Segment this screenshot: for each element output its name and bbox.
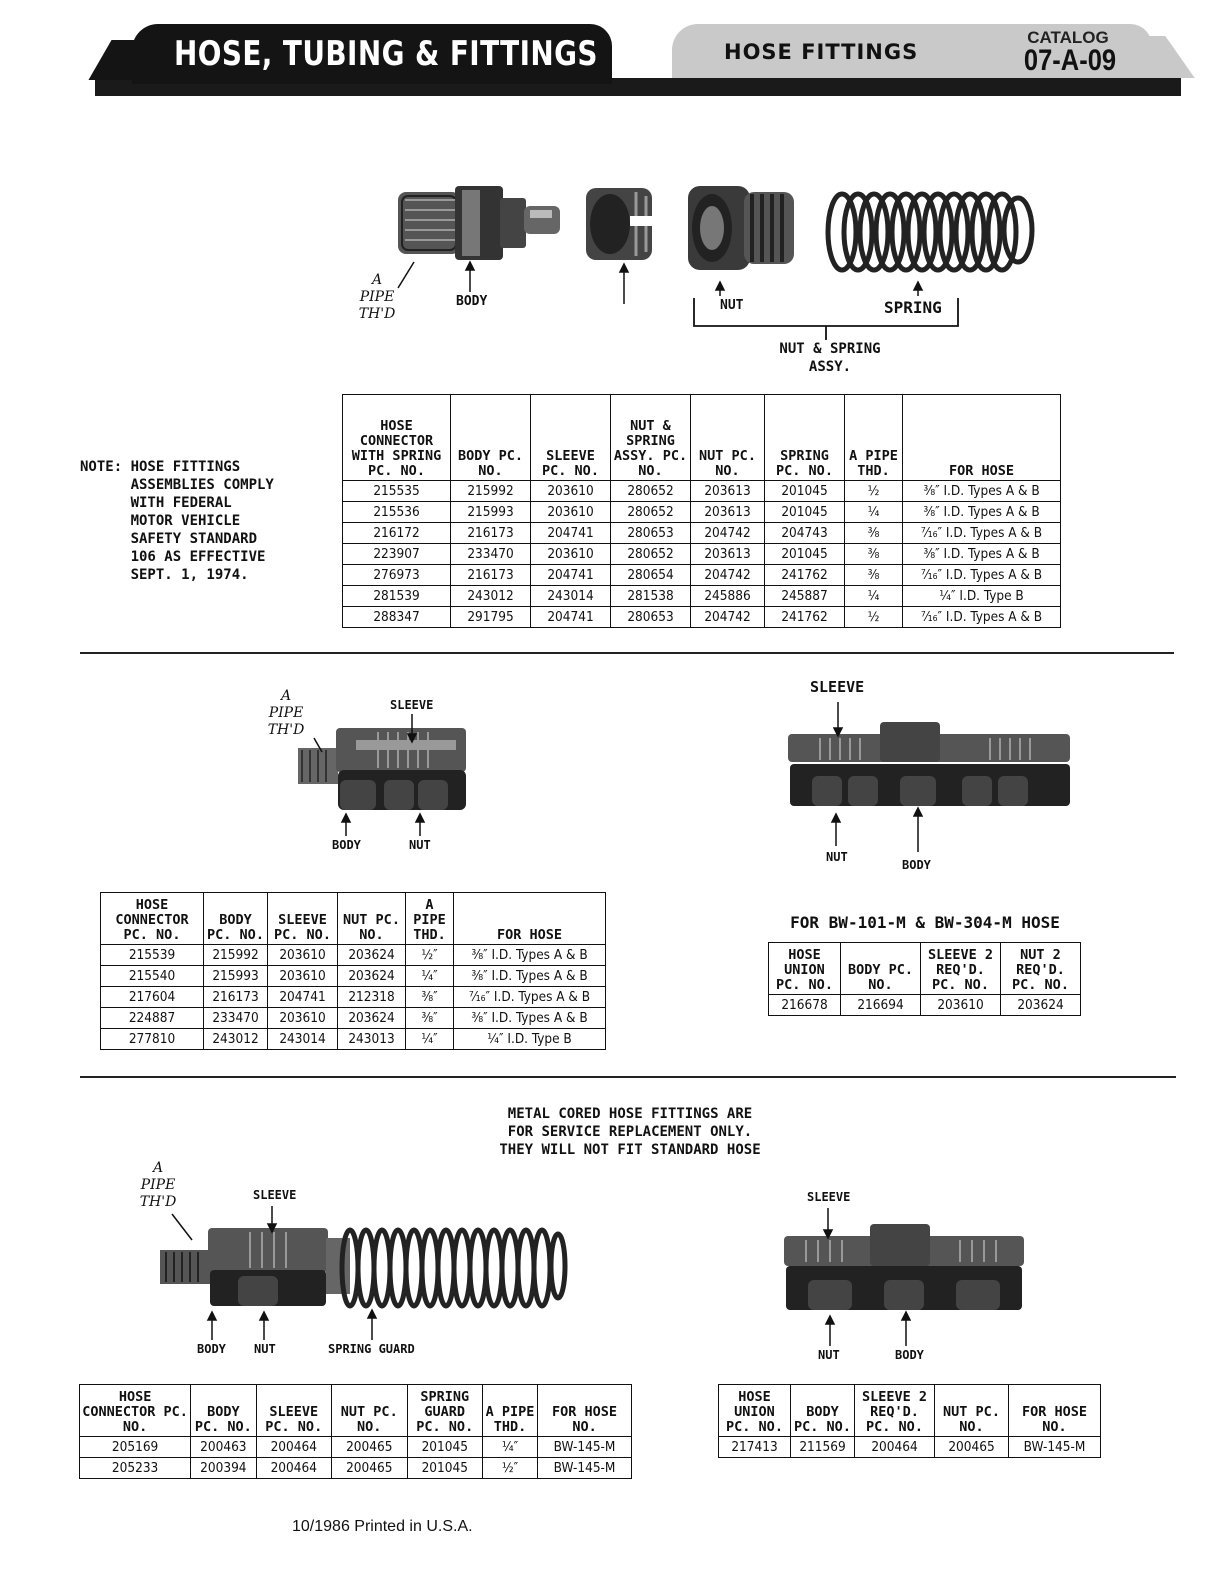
- table-cell: 200464: [256, 1458, 332, 1479]
- table-cell: 205233: [80, 1458, 191, 1479]
- table-cell: 223907: [343, 544, 451, 565]
- sleeve-label: SLEEVE: [807, 1190, 851, 1204]
- column-header: SPRING PC. NO.: [765, 395, 845, 481]
- catalog-number: 07-A-09: [1023, 44, 1117, 77]
- nut-label: NUT: [409, 838, 431, 852]
- column-header: NUT & SPRING ASSY. PC. NO.: [611, 395, 691, 481]
- table-cell: 216694: [841, 995, 921, 1016]
- table-metal-cored-connector: [79, 1384, 632, 1479]
- union-hose-caption: FOR BW-101-M & BW-304-M HOSE: [790, 913, 1060, 932]
- column-header: BODY PC. NO.: [191, 1385, 256, 1437]
- table-cell: 243012: [451, 586, 531, 607]
- table-cell: 215992: [451, 481, 531, 502]
- table-cell: 200463: [191, 1437, 256, 1458]
- table-cell: ⅜: [845, 544, 903, 565]
- column-header: HOSE UNION PC. NO.: [719, 1385, 791, 1437]
- table-cell: 200464: [855, 1437, 935, 1458]
- table-cell: 215536: [343, 502, 451, 523]
- table-cell: 277810: [101, 1029, 204, 1050]
- column-header: SPRING GUARD PC. NO.: [407, 1385, 483, 1437]
- table-cell: 203624: [338, 945, 406, 966]
- nut-spring-assy-label: NUT & SPRING ASSY.: [779, 341, 881, 375]
- table-cell: 245887: [765, 586, 845, 607]
- nut-label: NUT: [826, 850, 848, 864]
- table-cell: 224887: [101, 1008, 204, 1029]
- table-cell: 204742: [691, 565, 765, 586]
- table-cell: ⁷⁄₁₆″ I.D. Types A & B: [903, 565, 1061, 586]
- table-cell: ½″: [406, 945, 454, 966]
- table-row: [80, 1437, 632, 1458]
- table-cell: 216678: [769, 995, 841, 1016]
- table-cell: 243012: [204, 1029, 268, 1050]
- table-cell: ⅜″: [406, 1008, 454, 1029]
- column-header: FOR HOSE: [454, 893, 606, 945]
- table-cell: 201045: [765, 481, 845, 502]
- table-cell: 217413: [719, 1437, 791, 1458]
- table-cell: 205169: [80, 1437, 191, 1458]
- table-cell: 201045: [765, 502, 845, 523]
- pipe-thread-label: A PIPE TH'D: [139, 1160, 177, 1210]
- table-cell: 215993: [204, 966, 268, 987]
- table-row: [80, 1458, 632, 1479]
- table-cell: 204741: [531, 607, 611, 628]
- table-cell: 203610: [531, 502, 611, 523]
- print-footer: 10/1986 Printed in U.S.A.: [292, 1518, 473, 1535]
- nut-label: NUT: [720, 298, 744, 313]
- table-cell: ¼: [845, 586, 903, 607]
- column-header: HOSE UNION PC. NO.: [769, 943, 841, 995]
- table-cell: ⅜″: [406, 987, 454, 1008]
- table-cell: 204741: [531, 523, 611, 544]
- table-cell: 204742: [691, 607, 765, 628]
- table-cell: 245886: [691, 586, 765, 607]
- table-cell: 216173: [451, 523, 531, 544]
- column-header: FOR HOSE NO.: [538, 1385, 632, 1437]
- table-cell: 203613: [691, 481, 765, 502]
- table-cell: 201045: [407, 1458, 483, 1479]
- sleeve-label: SLEEVE: [390, 698, 434, 712]
- table-cell: 280654: [611, 565, 691, 586]
- body-label: BODY: [895, 1348, 924, 1362]
- table-cell: BW-145-M: [538, 1458, 632, 1479]
- table-cell: 203610: [921, 995, 1001, 1016]
- table-cell: 203610: [268, 945, 338, 966]
- table-header-row: [719, 1385, 1101, 1437]
- column-header: HOSE CONNECTOR WITH SPRING PC. NO.: [343, 395, 451, 481]
- column-header: SLEEVE 2 REQ'D. PC. NO.: [921, 943, 1001, 995]
- table-cell: ¼″: [483, 1437, 538, 1458]
- table-cell: 200464: [256, 1437, 332, 1458]
- table-cell: 215992: [204, 945, 268, 966]
- column-header: NUT PC. NO.: [332, 1385, 408, 1437]
- column-header: HOSE CONNECTOR PC. NO.: [101, 893, 204, 945]
- table-cell: 215535: [343, 481, 451, 502]
- column-header: A PIPE THD.: [483, 1385, 538, 1437]
- nut-label: NUT: [818, 1348, 840, 1362]
- column-header: SLEEVE PC. NO.: [256, 1385, 332, 1437]
- metal-cored-union-illustration: [784, 1224, 1024, 1310]
- column-header: BODY PC. NO.: [841, 943, 921, 995]
- table-cell: ⅜″ I.D. Types A & B: [454, 966, 606, 987]
- table-cell: 243014: [531, 586, 611, 607]
- table-cell: 280652: [611, 481, 691, 502]
- table-cell: ½″: [483, 1458, 538, 1479]
- table-cell: ⅜″ I.D. Types A & B: [903, 481, 1061, 502]
- table-cell: 233470: [204, 1008, 268, 1029]
- column-header: NUT 2 REQ'D. PC. NO.: [1001, 943, 1081, 995]
- column-header: HOSE CONNECTOR PC. NO.: [80, 1385, 191, 1437]
- table-cell: 203610: [531, 481, 611, 502]
- table-cell: 217604: [101, 987, 204, 1008]
- table-cell: 215993: [451, 502, 531, 523]
- table-cell: 212318: [338, 987, 406, 1008]
- column-header: SLEEVE 2 REQ'D. PC. NO.: [855, 1385, 935, 1437]
- table-cell: 280652: [611, 502, 691, 523]
- nut-label: NUT: [254, 1342, 276, 1356]
- table-cell: 203613: [691, 502, 765, 523]
- column-header: BODY PC. NO.: [204, 893, 268, 945]
- table-cell: 204743: [765, 523, 845, 544]
- table-cell: 216173: [204, 987, 268, 1008]
- column-header: NUT PC. NO.: [691, 395, 765, 481]
- table-cell: 203610: [268, 1008, 338, 1029]
- table-cell: 276973: [343, 565, 451, 586]
- table-cell: 233470: [451, 544, 531, 565]
- table-cell: 281538: [611, 586, 691, 607]
- column-header: FOR HOSE: [903, 395, 1061, 481]
- body-label: BODY: [456, 294, 488, 309]
- table-cell: ½: [845, 607, 903, 628]
- table-cell: 288347: [343, 607, 451, 628]
- column-header: A PIPE THD.: [406, 893, 454, 945]
- column-header: BODY PC. NO.: [791, 1385, 855, 1437]
- table-row: [719, 1437, 1101, 1458]
- table-cell: ⅜″ I.D. Types A & B: [903, 544, 1061, 565]
- pipe-thread-label: A PIPE TH'D: [267, 688, 305, 738]
- column-header: SLEEVE PC. NO.: [531, 395, 611, 481]
- column-header: NUT PC. NO.: [935, 1385, 1009, 1437]
- table-cell: 241762: [765, 607, 845, 628]
- table-cell: 204742: [691, 523, 765, 544]
- table-cell: 200465: [935, 1437, 1009, 1458]
- table-cell: 203610: [268, 966, 338, 987]
- table-cell: ¼″ I.D. Type B: [454, 1029, 606, 1050]
- table-cell: 281539: [343, 586, 451, 607]
- pipe-thread-label: A PIPE TH'D: [358, 272, 396, 322]
- table-cell: 200394: [191, 1458, 256, 1479]
- column-header: SLEEVE PC. NO.: [268, 893, 338, 945]
- table-cell: 204741: [531, 565, 611, 586]
- table-cell: 280653: [611, 607, 691, 628]
- catalog-label: CATALOG: [1027, 28, 1109, 47]
- page-subtitle: HOSE FITTINGS: [724, 40, 919, 64]
- table-cell: 215540: [101, 966, 204, 987]
- table-cell: 203624: [1001, 995, 1081, 1016]
- page-title: HOSE, TUBING & FITTINGS: [174, 34, 598, 74]
- table-cell: ¼″ I.D. Type B: [903, 586, 1061, 607]
- table-cell: ¼: [845, 502, 903, 523]
- table-cell: 203610: [531, 544, 611, 565]
- table-cell: ⅜: [845, 565, 903, 586]
- table-cell: 200465: [332, 1437, 408, 1458]
- table-cell: BW-145-M: [538, 1437, 632, 1458]
- table-cell: 243014: [268, 1029, 338, 1050]
- table-cell: 203624: [338, 1008, 406, 1029]
- table-cell: 280653: [611, 523, 691, 544]
- table-cell: ¼″: [406, 966, 454, 987]
- table-cell: ⅜″ I.D. Types A & B: [454, 945, 606, 966]
- spring-label: SPRING: [884, 298, 942, 317]
- table-header-row: [80, 1385, 632, 1437]
- table-cell: 243013: [338, 1029, 406, 1050]
- column-header: A PIPE THD.: [845, 395, 903, 481]
- spring-guard-label: SPRING GUARD: [328, 1342, 415, 1356]
- body-label: BODY: [902, 858, 931, 872]
- table-cell: 201045: [407, 1437, 483, 1458]
- table-metal-cored-union: [718, 1384, 1101, 1458]
- table-cell: 280652: [611, 544, 691, 565]
- body-label: BODY: [197, 1342, 226, 1356]
- table-cell: 241762: [765, 565, 845, 586]
- table-cell: ⅜″ I.D. Types A & B: [903, 502, 1061, 523]
- column-header: FOR HOSE NO.: [1009, 1385, 1101, 1437]
- table-cell: 204741: [268, 987, 338, 1008]
- body-label: BODY: [332, 838, 361, 852]
- column-header: BODY PC. NO.: [451, 395, 531, 481]
- compliance-note: NOTE: HOSE FITTINGS ASSEMBLIES COMPLY WITH FEDERAL MOTOR VEHICLE SAFETY STANDARD 106 AS EFFECTIVE SEPT. 1, 1974.: [80, 459, 274, 583]
- table-cell: ⅜: [845, 523, 903, 544]
- table-cell: 200465: [332, 1458, 408, 1479]
- table-cell: 215539: [101, 945, 204, 966]
- table-cell: BW-145-M: [1009, 1437, 1101, 1458]
- metal-cored-notice: METAL CORED HOSE FITTINGS ARE FOR SERVICE REPLACEMENT ONLY. THEY WILL NOT FIT STANDARD HOSE: [499, 1106, 761, 1158]
- table-cell: 201045: [765, 544, 845, 565]
- table-cell: ½: [845, 481, 903, 502]
- table-cell: 203613: [691, 544, 765, 565]
- table-cell: ¼″: [406, 1029, 454, 1050]
- table-cell: ⁷⁄₁₆″ I.D. Types A & B: [454, 987, 606, 1008]
- table-cell: ⅜″ I.D. Types A & B: [454, 1008, 606, 1029]
- sleeve-label: SLEEVE: [810, 678, 865, 696]
- table-cell: 211569: [791, 1437, 855, 1458]
- table-cell: 203624: [338, 966, 406, 987]
- sleeve-label: SLEEVE: [253, 1188, 297, 1202]
- table-cell: 216172: [343, 523, 451, 544]
- table-cell: ⁷⁄₁₆″ I.D. Types A & B: [903, 607, 1061, 628]
- table-cell: 216173: [451, 565, 531, 586]
- table-cell: ⁷⁄₁₆″ I.D. Types A & B: [903, 523, 1061, 544]
- table-cell: 291795: [451, 607, 531, 628]
- column-header: NUT PC. NO.: [338, 893, 406, 945]
